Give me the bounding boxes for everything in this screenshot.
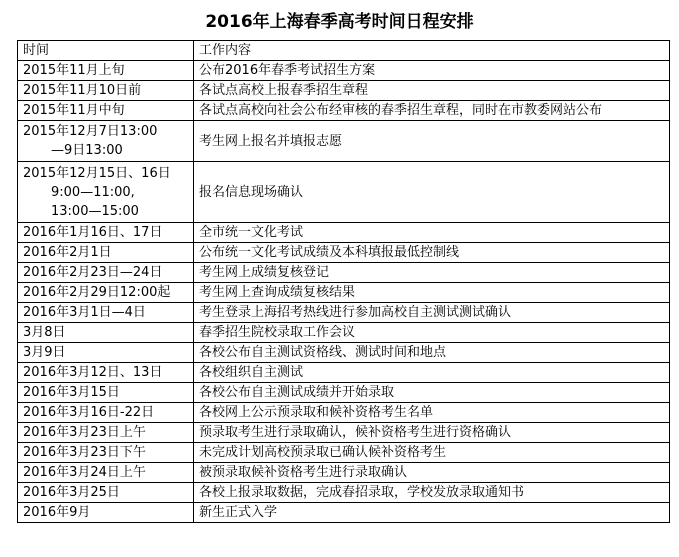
time-line: 9:00—11:00, xyxy=(51,184,135,200)
time-cell: 2015年11月中旬 xyxy=(18,101,194,121)
content-cell: 各校组织自主测试 xyxy=(194,363,670,383)
table-row xyxy=(18,303,670,323)
table-row xyxy=(18,101,670,121)
time-cell: 2015年11月10日前 xyxy=(18,81,194,101)
table-row xyxy=(18,81,670,101)
content-cell: 各校公布自主测试成绩并开始录取 xyxy=(194,383,670,403)
time-cell: 2016年9月 xyxy=(18,503,194,523)
table-row xyxy=(18,121,670,162)
time-cell xyxy=(18,162,194,223)
time-cell: 2016年3月25日 xyxy=(18,483,194,503)
content-cell: 预录取考生进行录取确认，候补资格考生进行资格确认 xyxy=(194,423,670,443)
table-row xyxy=(18,263,670,283)
content-cell: 考生网上查询成绩复核结果 xyxy=(194,283,670,303)
content-cell: 公布统一文化考试成绩及本科填报最低控制线 xyxy=(194,243,670,263)
table-row xyxy=(18,383,670,403)
content-cell: 春季招生院校录取工作会议 xyxy=(194,323,670,343)
time-cell: 2016年3月16日-22日 xyxy=(18,403,194,423)
table-header-row xyxy=(18,41,670,61)
document-title: 2016年上海春季高考时间日程安排 xyxy=(205,12,474,32)
content-cell: 全市统一文化考试 xyxy=(194,223,670,243)
time-cell: 2016年3月15日 xyxy=(18,383,194,403)
table-row xyxy=(18,323,670,343)
table-row xyxy=(18,363,670,383)
time-cell: 3月9日 xyxy=(18,343,194,363)
time-cell: 2016年2月23日—24日 xyxy=(18,263,194,283)
content-cell: 未完成计划高校预录取已确认候补资格考生 xyxy=(194,443,670,463)
content-cell: 各校公布自主测试资格线、测试时间和地点 xyxy=(194,343,670,363)
content-cell: 新生正式入学 xyxy=(194,503,670,523)
content-cell: 公布2016年春季考试招生方案 xyxy=(194,61,670,81)
table-row xyxy=(18,283,670,303)
time-cell: 2016年3月24日上午 xyxy=(18,463,194,483)
schedule-table xyxy=(17,40,670,523)
content-cell: 各试点高校向社会公布经审核的春季招生章程，同时在市教委网站公布 xyxy=(194,101,670,121)
time-cell: 2015年11月上旬 xyxy=(18,61,194,81)
time-cell: 2016年1月16日、17日 xyxy=(18,223,194,243)
time-cell: 2016年3月1日—4日 xyxy=(18,303,194,323)
table-row xyxy=(18,223,670,243)
table-row xyxy=(18,403,670,423)
table-row xyxy=(18,61,670,81)
time-cell: 2016年3月23日下午 xyxy=(18,443,194,463)
header-content: 工作内容 xyxy=(194,41,670,61)
time-cell: 3月8日 xyxy=(18,323,194,343)
content-cell: 报名信息现场确认 xyxy=(194,162,670,223)
time-line: 13:00—15:00 xyxy=(51,203,139,219)
time-cell xyxy=(18,121,194,162)
time-cell: 2016年3月23日上午 xyxy=(18,423,194,443)
time-cell: 2016年3月12日、13日 xyxy=(18,363,194,383)
table-row xyxy=(18,483,670,503)
time-cell: 2016年2月1日 xyxy=(18,243,194,263)
content-cell: 被预录取候补资格考生进行录取确认 xyxy=(194,463,670,483)
content-cell: 考生登录上海招考热线进行参加高校自主测试测试确认 xyxy=(194,303,670,323)
content-cell: 各校上报录取数据，完成春招录取，学校发放录取通知书 xyxy=(194,483,670,503)
content-cell: 各试点高校上报春季招生章程 xyxy=(194,81,670,101)
content-cell: 各校网上公示预录取和候补资格考生名单 xyxy=(194,403,670,423)
table-row xyxy=(18,463,670,483)
time-line: 2015年12月7日13:00 xyxy=(23,124,158,139)
table-row xyxy=(18,443,670,463)
header-time: 时间 xyxy=(18,41,194,61)
table-row xyxy=(18,423,670,443)
time-line: —9日13:00 xyxy=(51,143,123,158)
content-cell: 考生网上报名并填报志愿 xyxy=(194,121,670,162)
table-row xyxy=(18,343,670,363)
table-row xyxy=(18,243,670,263)
table-row xyxy=(18,503,670,523)
content-cell: 考生网上成绩复核登记 xyxy=(194,263,670,283)
table-row xyxy=(18,162,670,223)
time-line: 2015年12月15日、16日 xyxy=(23,165,171,181)
time-cell: 2016年2月29日12:00起 xyxy=(18,283,194,303)
